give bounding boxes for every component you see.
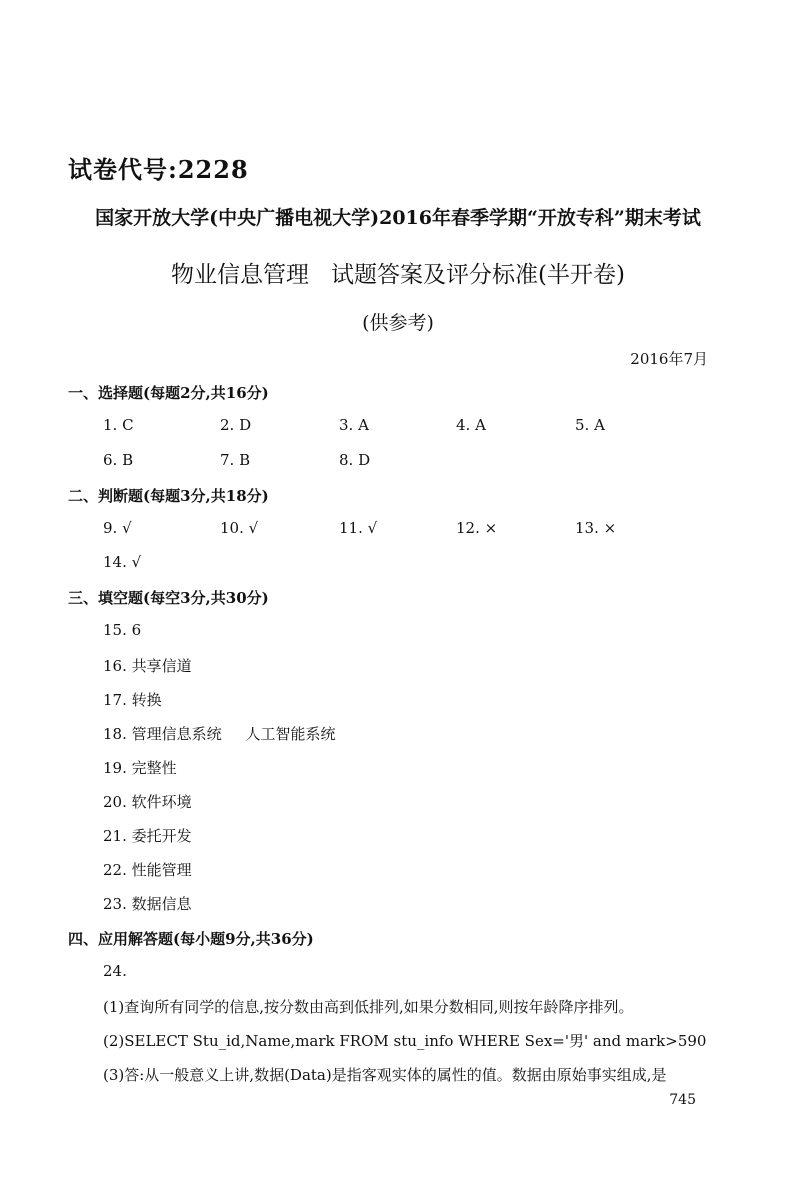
answer-line: (2)SELECT Stu_id,Name,mark FROM stu_info WHERE Sex='男' and mark>590 <box>103 1032 707 1050</box>
fill-answer: 19. 完整性 <box>103 759 177 777</box>
fill-answer: 22. 性能管理 <box>103 861 192 879</box>
page-number: 745 <box>669 1092 696 1108</box>
fill-answer: 21. 委托开发 <box>103 827 192 845</box>
answer-item: 3. A <box>339 416 369 434</box>
paper-code: 试卷代号:2228 <box>68 155 249 184</box>
answer-item: 5. A <box>575 416 605 434</box>
answer-item: 7. B <box>220 451 251 469</box>
answer-item: 9. √ <box>103 519 132 537</box>
answer-item: 14. √ <box>103 553 142 571</box>
answer-item: 10. √ <box>220 519 259 537</box>
answer-item: 1. C <box>103 416 134 434</box>
section-4-heading: 四、应用解答题(每小题9分,共36分) <box>68 930 314 948</box>
answer-item: 4. A <box>456 416 486 434</box>
answer-item: 12. × <box>456 519 498 537</box>
answer-line: (3)答:从一般意义上讲,数据(Data)是指客观实体的属性的值。数据由原始事实组成,是 <box>103 1066 667 1084</box>
answer-item: 8. D <box>339 451 371 469</box>
section-3-heading: 三、填空题(每空3分,共30分) <box>68 589 269 607</box>
exam-heading: 国家开放大学(中央广播电视大学)2016年春季学期“开放专科”期末考试 <box>95 207 701 229</box>
fill-answer: 20. 软件环境 <box>103 793 192 811</box>
question-number: 24. <box>103 962 127 980</box>
section-2-heading: 二、判断题(每题3分,共18分) <box>68 487 269 505</box>
document-subtitle: (供参考) <box>362 312 434 334</box>
answer-line: (1)查询所有同学的信息,按分数由高到低排列,如果分数相同,则按年龄降序排列。 <box>103 998 634 1016</box>
fill-answer: 23. 数据信息 <box>103 895 192 913</box>
answer-item: 6. B <box>103 451 134 469</box>
section-1-heading: 一、选择题(每题2分,共16分) <box>68 384 269 402</box>
answer-item: 11. √ <box>339 519 378 537</box>
fill-answer: 18. 管理信息系统 人工智能系统 <box>103 725 336 743</box>
document-title: 物业信息管理 试题答案及评分标准(半开卷) <box>171 262 625 288</box>
answer-item: 13. × <box>575 519 617 537</box>
document-date: 2016年7月 <box>630 350 708 368</box>
fill-answer: 16. 共享信道 <box>103 657 192 675</box>
fill-answer: 17. 转换 <box>103 691 162 709</box>
answer-item: 2. D <box>220 416 252 434</box>
fill-answer: 15. 6 <box>103 621 142 639</box>
